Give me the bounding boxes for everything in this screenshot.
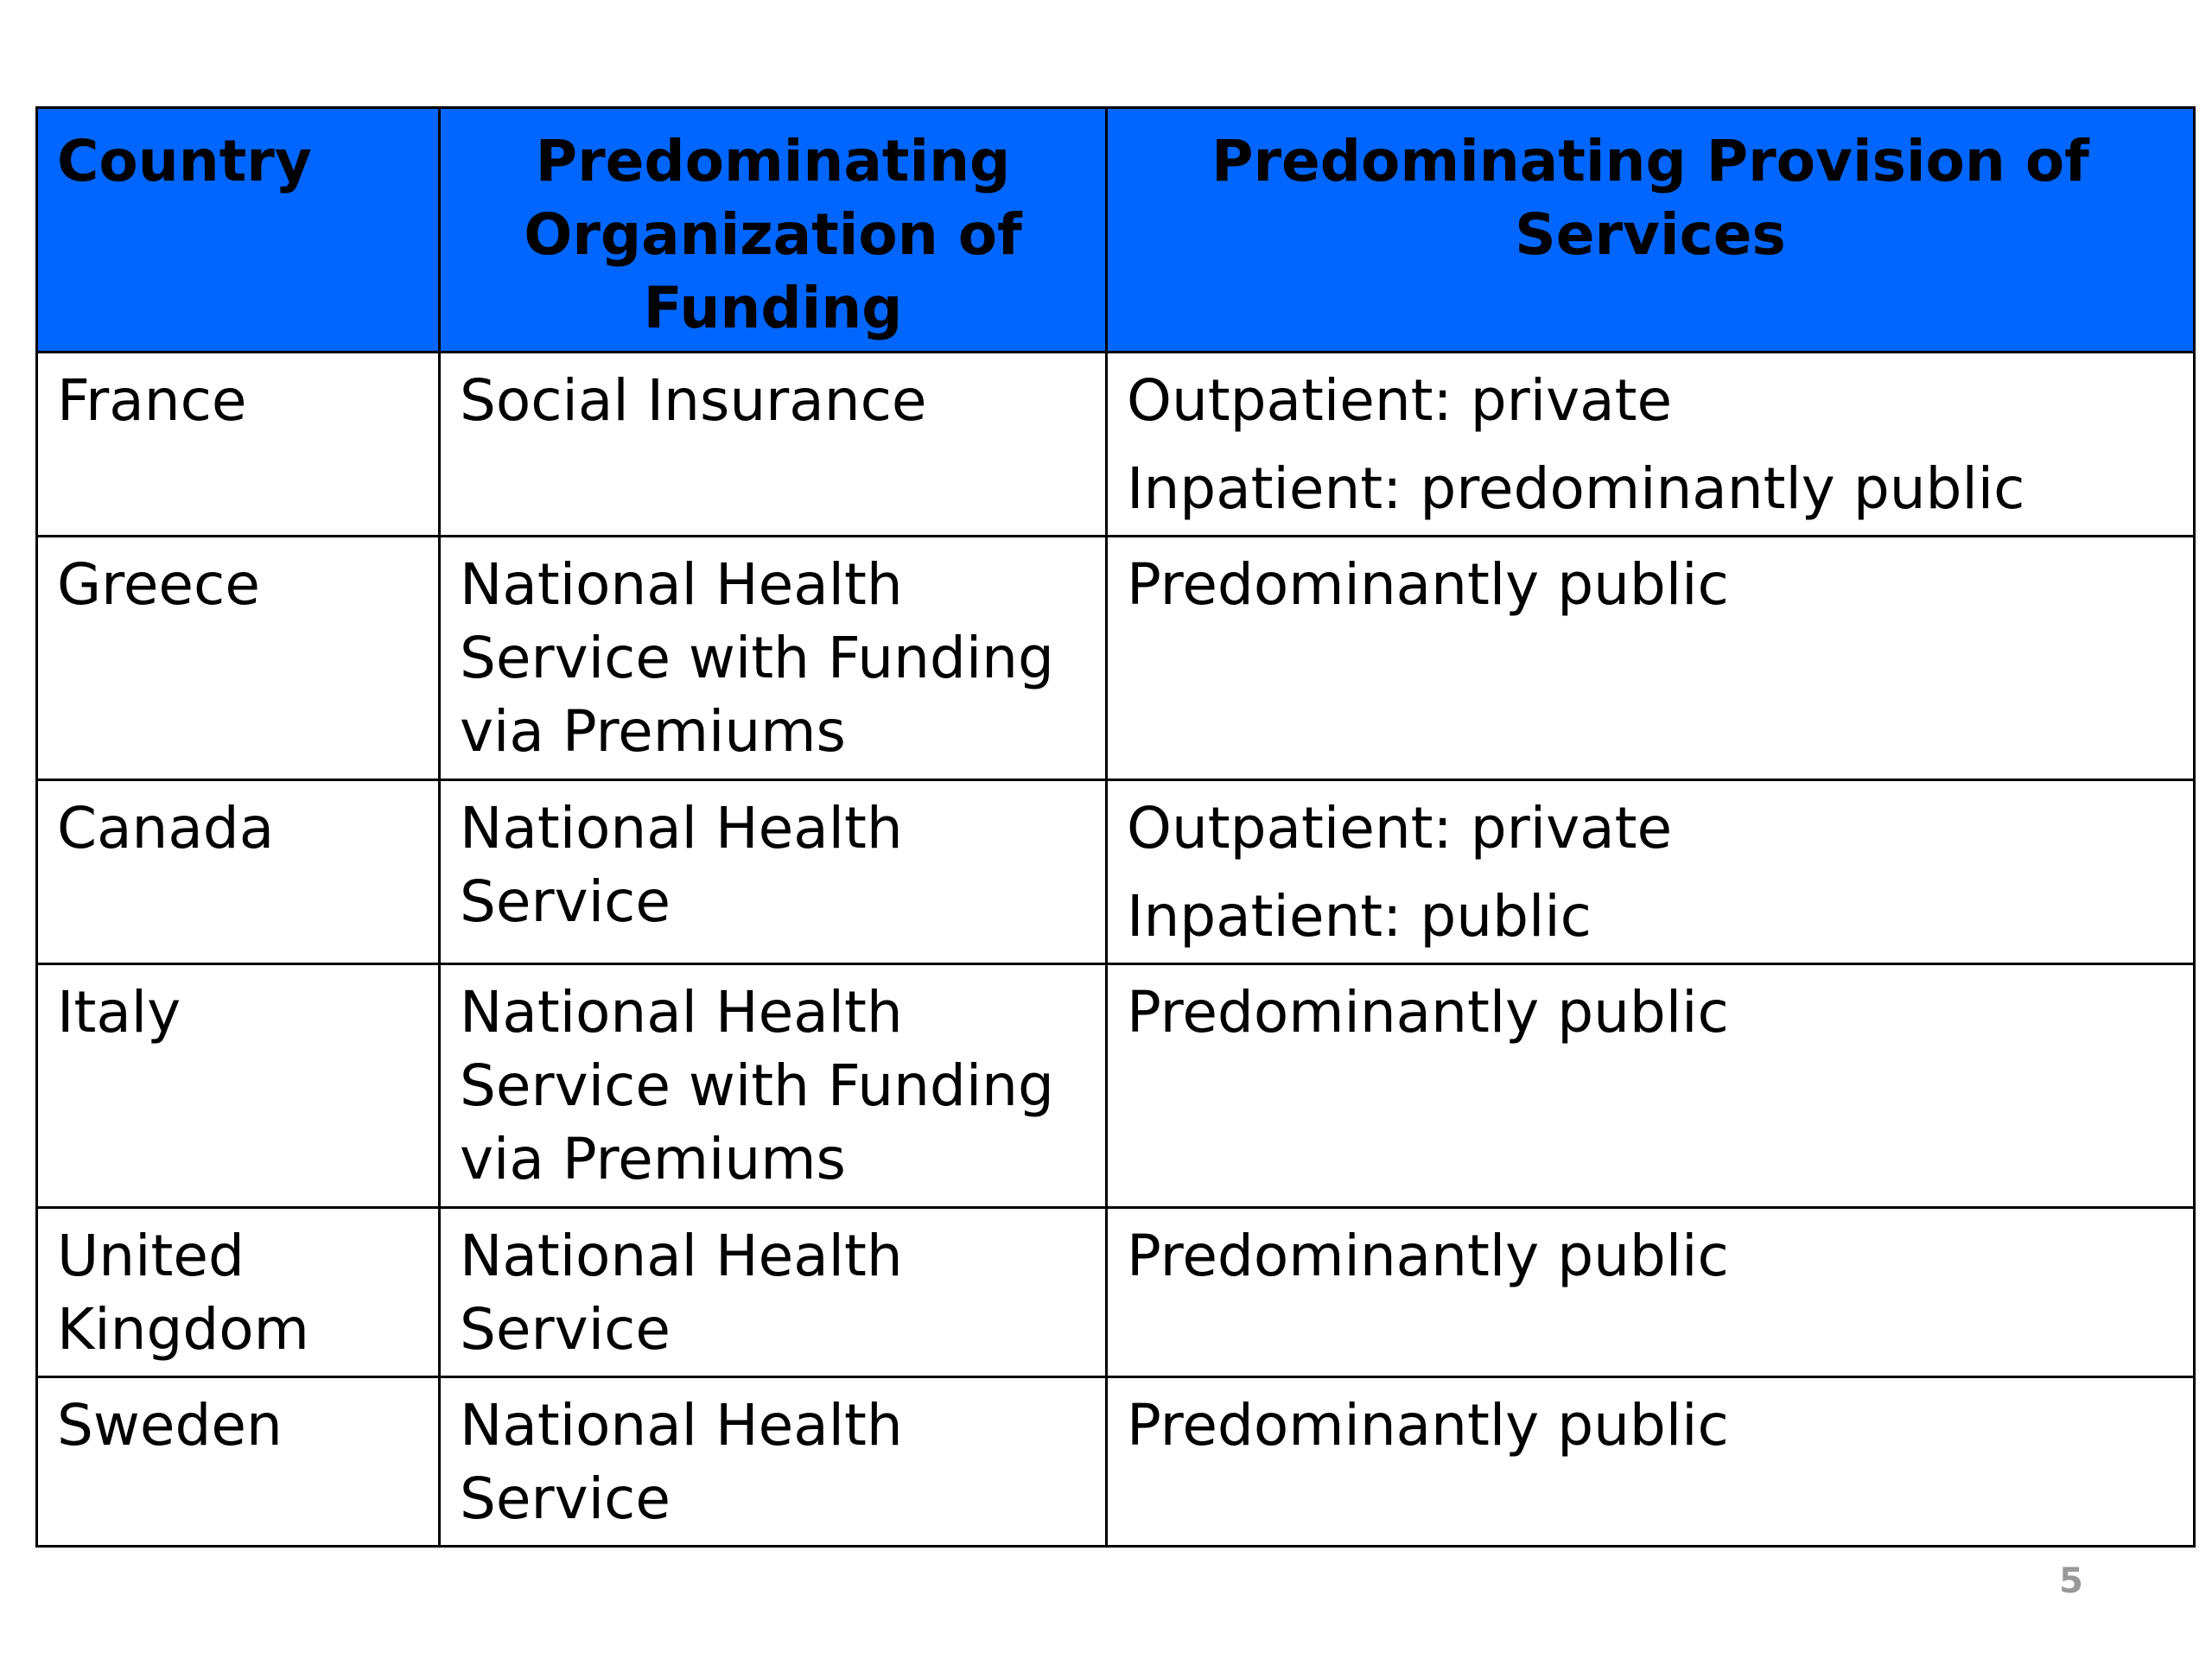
provision-cell (1107, 353, 2195, 537)
country-cell: Canada (37, 780, 440, 964)
header-country: Country (37, 108, 440, 353)
table-row (37, 964, 2195, 1208)
provision-line: Outpatient: private (1127, 367, 1673, 434)
table-row (37, 780, 2195, 964)
provision-line: Inpatient: predominantly public (1127, 455, 2025, 522)
funding-cell: National Health Service with Funding via Premiums (440, 964, 1107, 1208)
provision-cell (1107, 780, 2195, 964)
provision-cell (1107, 1208, 2195, 1377)
provision-line: Inpatient: public (1127, 883, 1592, 950)
country-cell: United Kingdom (37, 1208, 440, 1377)
provision-cell (1107, 537, 2195, 780)
funding-cell: National Health Service (440, 1208, 1107, 1377)
funding-cell: Social Insurance (440, 353, 1107, 537)
provision-line: Predominantly public (1127, 1392, 1729, 1459)
funding-cell: National Health Service (440, 1377, 1107, 1547)
provision-line: Outpatient: private (1127, 795, 1673, 861)
funding-cell: National Health Service with Funding via Premiums (440, 537, 1107, 780)
table-row (37, 1377, 2195, 1547)
table-header-row (37, 108, 2195, 353)
health-systems-table (35, 106, 2196, 1548)
table-row (37, 1208, 2195, 1377)
country-cell: France (37, 353, 440, 537)
country-cell: Sweden (37, 1377, 440, 1547)
funding-cell: National Health Service (440, 780, 1107, 964)
country-cell: Italy (37, 964, 440, 1208)
table-row (37, 537, 2195, 780)
provision-line: Predominantly public (1127, 1223, 1729, 1289)
provision-line: Predominantly public (1127, 551, 1729, 618)
page-number: 5 (2059, 1561, 2083, 1601)
provision-cell (1107, 964, 2195, 1208)
provision-line: Predominantly public (1127, 979, 1729, 1046)
header-provision: Predominating Provision of Services (1107, 108, 2195, 353)
table-row (37, 353, 2195, 537)
country-cell: Greece (37, 537, 440, 780)
provision-cell (1107, 1377, 2195, 1547)
header-funding: Predominating Organization of Funding (440, 108, 1107, 353)
